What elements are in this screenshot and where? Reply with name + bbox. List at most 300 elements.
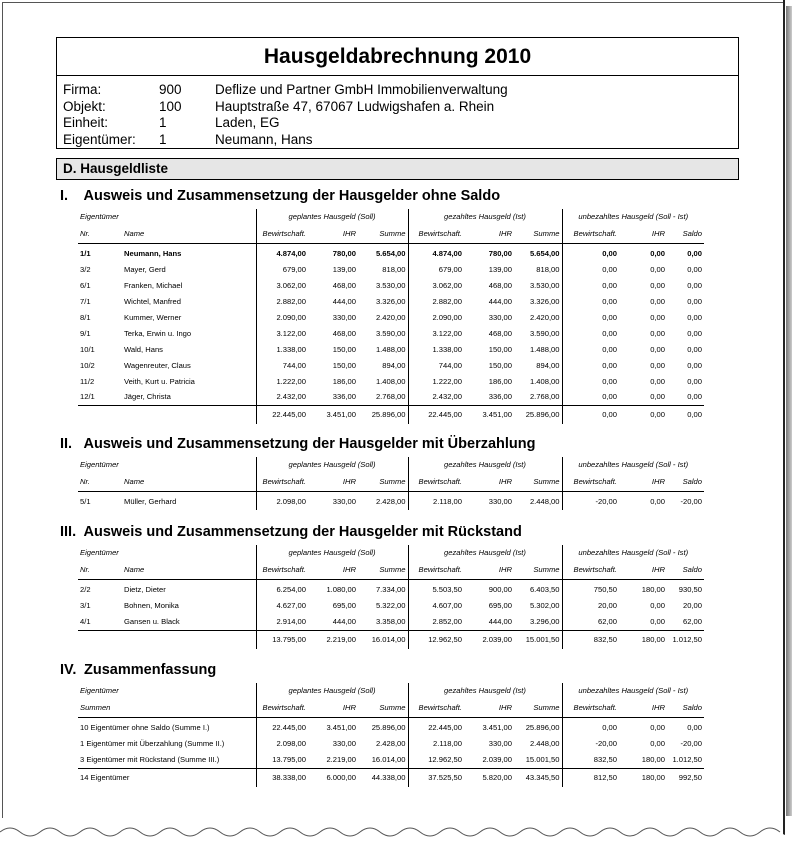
cell-value: 5.654,00 [375,249,406,259]
col-ihr: IHR [308,224,358,244]
cell-value: 336,00 [332,392,356,402]
table-row [78,373,704,389]
cell-value: 2.118,00 [408,736,464,752]
cell-value: 150,00 [488,344,512,354]
cell-value: 0,00 [650,360,665,370]
col-summe: Summe [358,560,408,580]
cell-value: 5.302,00 [529,601,560,611]
cell-value: 0,00 [650,313,665,322]
cell-value: 695,00 [332,601,356,611]
cell-value: 894,00 [382,360,406,370]
col-ihr: IHR [464,698,514,718]
cell-value: 444,00 [488,617,512,627]
cell-value: 4.607,00 [408,598,464,614]
col-bew: Bewirtschaft. [408,560,464,580]
col-name: Name [122,224,256,244]
table-row [78,310,704,326]
cell-value: 900,00 [488,585,512,595]
cell-value: 3.451,00 [482,723,512,733]
cell-total: 180,00 [619,768,667,787]
cell-value: 0,00 [650,601,665,611]
cell-total: 25.896,00 [358,405,408,424]
header-value: Hauptstraße 47, 67067 Ludwigshafen a. Rhein [215,98,495,114]
section-title-text: Ausweis und Zusammensetzung der Hausgelder mit Überzahlung [83,436,536,452]
table-row [78,246,704,262]
table-row [78,278,704,294]
cell-value: 5.322,00 [375,601,406,611]
col-bew: Bewirtschaft. [256,472,308,492]
cell-value: 750,50 [562,582,619,598]
cell-nr: 10/2 [80,360,95,370]
table-row [78,494,704,510]
col-group-eigentuemer: Eigentümer [80,212,119,221]
cell-nr: 12/1 [80,392,95,402]
table-row [78,736,704,752]
cell-value: 25.896,00 [525,723,560,733]
cell-total: 2.039,00 [464,630,514,649]
table-section-1 [78,209,704,424]
cell-value: 2.428,00 [375,739,406,749]
cell-value: 3.326,00 [529,297,560,307]
cell-nr: 3/2 [80,265,91,275]
cell-value: -20,00 [680,739,702,749]
col-ihr: IHR [619,224,667,244]
col-saldo: Saldo [667,560,704,580]
table-row [78,357,704,373]
cell-value: 4.627,00 [256,598,308,614]
cell-value: 3.296,00 [529,617,560,627]
cell-value: 444,00 [332,617,356,627]
header-value: Deflize und Partner GmbH Immobilienverwaltung [215,82,508,97]
cell-value: 186,00 [332,376,356,386]
col-summe: Summe [514,224,562,244]
cell-name: Franken, Michael [124,281,183,291]
col-summe: Summe [358,698,408,718]
col-group-soll: geplantes Hausgeld (Soll) [256,457,408,472]
cell-value: 0,00 [687,360,702,370]
col-nr: Nr. [78,560,122,580]
cell-value: 2.118,00 [408,494,464,510]
cell-value: 1.012,50 [672,755,702,765]
col-ihr: IHR [464,224,514,244]
header-row-objekt [57,99,738,116]
table-section-3 [78,545,704,649]
cell-value: 330,00 [332,313,356,322]
table-column-header [78,560,704,580]
cell-value: 2.882,00 [256,294,308,310]
cell-value: 4.874,00 [408,246,464,262]
cell-total: 44.338,00 [358,768,408,787]
section-title-text: Ausweis und Zusammensetzung der Hausgelder ohne Saldo [83,188,501,204]
cell-value: 2.448,00 [529,497,560,507]
cell-value: 3.122,00 [408,325,464,341]
cell-value: 6.254,00 [256,582,308,598]
cell-value: 0,00 [650,328,665,338]
cell-value: 0,00 [650,249,665,259]
cell-value: 2.420,00 [529,313,560,322]
table-section-4 [78,683,704,787]
cell-value: 1.408,00 [375,376,406,386]
cell-value: 1.488,00 [529,344,560,354]
cell-value: 0,00 [650,297,665,307]
header-label: Eigentümer: [63,131,136,147]
cell-nr: 3/1 [80,601,91,611]
cell-nr: 6/1 [80,281,91,291]
cell-value: 3.358,00 [375,617,406,627]
table-section-2 [78,457,704,510]
table-row [78,389,704,405]
table-row [78,262,704,278]
cell-value: 2.852,00 [408,614,464,630]
cell-value: 62,00 [682,617,702,627]
col-summe: Summe [358,472,408,492]
header-value: Neumann, Hans [215,131,313,147]
cell-total: 25.896,00 [514,405,562,424]
col-ihr: IHR [619,698,667,718]
col-bew: Bewirtschaft. [256,698,308,718]
cell-total: 16.014,00 [358,630,408,649]
cell-total: 3.451,00 [308,405,358,424]
col-group-eigentuemer: Eigentümer [80,548,119,557]
cell-total: 180,00 [619,630,667,649]
header-value: Laden, EG [215,115,280,130]
cell-value: 330,00 [332,739,356,749]
cell-value: 0,00 [687,281,702,291]
table-column-header [78,472,704,492]
cell-value: 468,00 [332,281,356,291]
cell-value: 2.768,00 [375,392,406,402]
col-bew: Bewirtschaft. [562,224,619,244]
cell-value: 3.530,00 [375,281,406,291]
col-bew: Bewirtschaft. [256,224,308,244]
cell-value: 468,00 [332,328,356,338]
table-group-header [78,545,704,560]
col-ihr: IHR [308,698,358,718]
cell-value: 0,00 [650,723,665,733]
cell-value: 818,00 [536,265,560,275]
cell-value: 3.122,00 [256,325,308,341]
section-4-title [60,662,216,678]
header-label: Firma: [63,82,102,97]
cell-value: 0,00 [562,325,619,341]
col-nr: Nr. [78,472,122,492]
cell-value: 186,00 [488,376,512,386]
cell-name: Wichtel, Manfred [124,297,181,307]
cell-value: 139,00 [488,265,512,275]
header-number: 100 [159,98,182,114]
col-saldo: Saldo [667,698,704,718]
cell-value: 0,00 [687,265,702,275]
col-bew: Bewirtschaft. [562,698,619,718]
cell-total: 0,00 [667,405,704,424]
cell-total: 13.795,00 [256,630,308,649]
col-group-unbezahlt: unbezahltes Hausgeld (Soll - Ist) [562,545,704,560]
col-bew: Bewirtschaft. [562,560,619,580]
cell-value: 3.062,00 [408,278,464,294]
cell-value: 62,00 [562,614,619,630]
table-total-row [78,768,704,787]
cell-value: 22.445,00 [408,720,464,736]
header-row-eigentuemer [57,132,738,149]
cell-value: 3.590,00 [529,328,560,338]
cell-value: 780,00 [332,249,356,259]
cell-value: 832,50 [562,752,619,768]
cell-value: -20,00 [562,736,619,752]
header-label: Einheit: [63,115,109,130]
cell-value: 13.795,00 [256,752,308,768]
cell-value: 2.420,00 [375,313,406,322]
cell-name: Veith, Kurt u. Patricia [124,376,195,386]
cell-total: 12.962,50 [408,630,464,649]
table-row [78,325,704,341]
col-ihr: IHR [308,560,358,580]
cell-value: 330,00 [488,497,512,507]
section-d-heading: D. Hausgeldliste [56,158,739,180]
torn-page-edge [0,810,794,850]
table-total-row [78,405,704,424]
col-bew: Bewirtschaft. [562,472,619,492]
cell-nr: 10/1 [80,344,95,354]
section-numeral: IV. [60,662,77,678]
cell-value: 1.080,00 [326,585,356,595]
col-group-ist: gezahltes Hausgeld (Ist) [408,545,562,560]
cell-summary-label: 1 Eigentümer mit Überzahlung (Summe II.) [80,739,225,749]
table-row [78,720,704,736]
col-ihr: IHR [464,472,514,492]
col-bew: Bewirtschaft. [408,472,464,492]
cell-value: 0,00 [650,617,665,627]
page-shadow [786,6,792,816]
cell-value: 0,00 [650,376,665,386]
cell-total: 992,50 [667,768,704,787]
cell-value: 2.098,00 [256,494,308,510]
cell-value: 0,00 [687,313,702,322]
cell-summary-label: 3 Eigentümer mit Rückstand (Summe III.) [80,755,220,765]
cell-value: 2.768,00 [529,392,560,402]
cell-value: 0,00 [687,392,702,402]
cell-value: 0,00 [687,344,702,354]
cell-value: 0,00 [650,344,665,354]
col-nr: Nr. [78,224,122,244]
cell-value: 2.098,00 [256,736,308,752]
table-group-header [78,683,704,698]
header-label: Objekt: [63,98,106,114]
table-row [78,294,704,310]
cell-value: 0,00 [562,720,619,736]
col-saldo: Saldo [667,224,704,244]
cell-value: 330,00 [332,497,356,507]
section-numeral: III. [60,524,77,540]
cell-value: 6.403,50 [529,585,560,595]
table-row [78,598,704,614]
cell-value: 2.432,00 [256,389,308,405]
cell-value: 0,00 [687,249,702,259]
col-summe: Summe [514,560,562,580]
col-group-soll: geplantes Hausgeld (Soll) [256,683,408,698]
cell-value: 1.408,00 [529,376,560,386]
cell-value: 679,00 [408,262,464,278]
report-title: Hausgeldabrechnung 2010 [57,38,738,76]
cell-value: 20,00 [682,601,702,611]
cell-value: 0,00 [687,297,702,307]
section-numeral: I. [60,188,69,204]
cell-value: 468,00 [488,281,512,291]
cell-value: 679,00 [256,262,308,278]
col-group-ist: gezahltes Hausgeld (Ist) [408,209,562,224]
col-group-soll: geplantes Hausgeld (Soll) [256,209,408,224]
cell-value: 15.001,50 [525,755,560,765]
col-summe: Summe [358,224,408,244]
cell-value: 0,00 [562,310,619,326]
col-saldo: Saldo [667,472,704,492]
report-header [56,37,739,149]
cell-value: 180,00 [641,585,665,595]
header-number: 900 [159,82,182,97]
header-row-firma [57,82,738,99]
cell-nr: 2/2 [80,585,91,595]
cell-total-label [78,405,256,424]
table-row [78,752,704,768]
header-info [57,76,738,148]
col-ihr: IHR [308,472,358,492]
cell-value: 336,00 [488,392,512,402]
cell-nr: 11/2 [80,376,95,386]
cell-value: 5.503,50 [408,582,464,598]
col-group-ist: gezahltes Hausgeld (Ist) [408,683,562,698]
cell-value: 0,00 [562,389,619,405]
cell-value: 22.445,00 [256,720,308,736]
cell-value: 3.590,00 [375,328,406,338]
cell-value: 5.654,00 [529,249,560,259]
cell-name: Dietz, Dieter [124,585,166,595]
cell-value: 2.432,00 [408,389,464,405]
cell-value: 468,00 [488,328,512,338]
cell-value: 2.882,00 [408,294,464,310]
section-title-text: Zusammenfassung [84,662,217,678]
cell-value: 12.962,50 [408,752,464,768]
cell-name: Kummer, Werner [124,313,182,322]
cell-value: 1.222,00 [408,373,464,389]
cell-value: -20,00 [680,497,702,507]
col-group-soll: geplantes Hausgeld (Soll) [256,545,408,560]
cell-name: Jäger, Christa [124,392,171,402]
cell-name: Bohnen, Monika [124,601,179,611]
cell-total: 1.012,50 [667,630,704,649]
cell-total-label: 14 Eigentümer [78,768,256,787]
cell-value: 330,00 [488,313,512,322]
cell-value: 0,00 [562,294,619,310]
cell-nr: 5/1 [80,497,91,507]
section-title-text: Ausweis und Zusammensetzung der Hausgelder mit Rückstand [83,524,522,540]
cell-value: 3.451,00 [326,723,356,733]
table-row [78,341,704,357]
cell-value: 0,00 [650,739,665,749]
cell-value: 1.222,00 [256,373,308,389]
col-summen: Summen [78,698,256,718]
cell-value: 2.219,00 [326,755,356,765]
cell-value: 0,00 [687,723,702,733]
cell-value: 2.448,00 [529,739,560,749]
cell-total: 15.001,50 [514,630,562,649]
col-summe: Summe [514,472,562,492]
cell-value: 1.338,00 [408,341,464,357]
cell-value: 0,00 [562,246,619,262]
cell-total: 5.820,00 [464,768,514,787]
cell-total: 0,00 [619,405,667,424]
table-group-header [78,457,704,472]
header-row-einheit [57,115,738,132]
cell-value: 1.338,00 [256,341,308,357]
table-row [78,614,704,630]
header-number: 1 [159,131,167,147]
col-bew: Bewirtschaft. [408,698,464,718]
cell-value: 444,00 [488,297,512,307]
col-group-eigentuemer: Eigentümer [80,460,119,469]
col-ihr: IHR [464,560,514,580]
section-3-title [60,524,522,540]
cell-total: 3.451,00 [464,405,514,424]
col-group-unbezahlt: unbezahltes Hausgeld (Soll - Ist) [562,457,704,472]
cell-value: 0,00 [650,265,665,275]
col-summe: Summe [514,698,562,718]
col-group-eigentuemer: Eigentümer [80,686,119,695]
col-name: Name [122,560,256,580]
cell-nr: 8/1 [80,313,91,322]
cell-name: Gansen u. Black [124,617,180,627]
cell-value: 139,00 [332,265,356,275]
cell-nr: 1/1 [80,249,91,259]
cell-value: 2.090,00 [408,310,464,326]
cell-value: 0,00 [562,357,619,373]
cell-value: 0,00 [687,328,702,338]
header-number: 1 [159,115,167,130]
cell-value: 0,00 [687,376,702,386]
col-name: Name [122,472,256,492]
cell-name: Neumann, Hans [124,249,182,259]
cell-total: 43.345,50 [514,768,562,787]
cell-value: 818,00 [382,265,406,275]
cell-value: 0,00 [562,278,619,294]
cell-value: 4.874,00 [256,246,308,262]
cell-value: 0,00 [650,497,665,507]
cell-value: -20,00 [562,494,619,510]
cell-value: 2.090,00 [256,310,308,326]
col-bew: Bewirtschaft. [256,560,308,580]
col-ihr: IHR [619,472,667,492]
cell-name: Müller, Gerhard [124,497,177,507]
cell-nr: 4/1 [80,617,91,627]
cell-value: 695,00 [488,601,512,611]
cell-value: 180,00 [641,755,665,765]
cell-total: 832,50 [562,630,619,649]
cell-value: 0,00 [650,392,665,402]
cell-nr: 9/1 [80,328,91,338]
cell-value: 25.896,00 [371,723,406,733]
cell-value: 930,50 [678,585,702,595]
cell-name: Mayer, Gerd [124,265,166,275]
cell-value: 3.530,00 [529,281,560,291]
cell-value: 0,00 [562,373,619,389]
table-group-header [78,209,704,224]
cell-total-label [78,630,256,649]
cell-total: 22.445,00 [256,405,308,424]
cell-value: 150,00 [488,360,512,370]
cell-value: 2.428,00 [375,497,406,507]
cell-value: 894,00 [536,360,560,370]
cell-total: 38.338,00 [256,768,308,787]
cell-value: 0,00 [650,281,665,291]
section-1-title [60,188,500,204]
